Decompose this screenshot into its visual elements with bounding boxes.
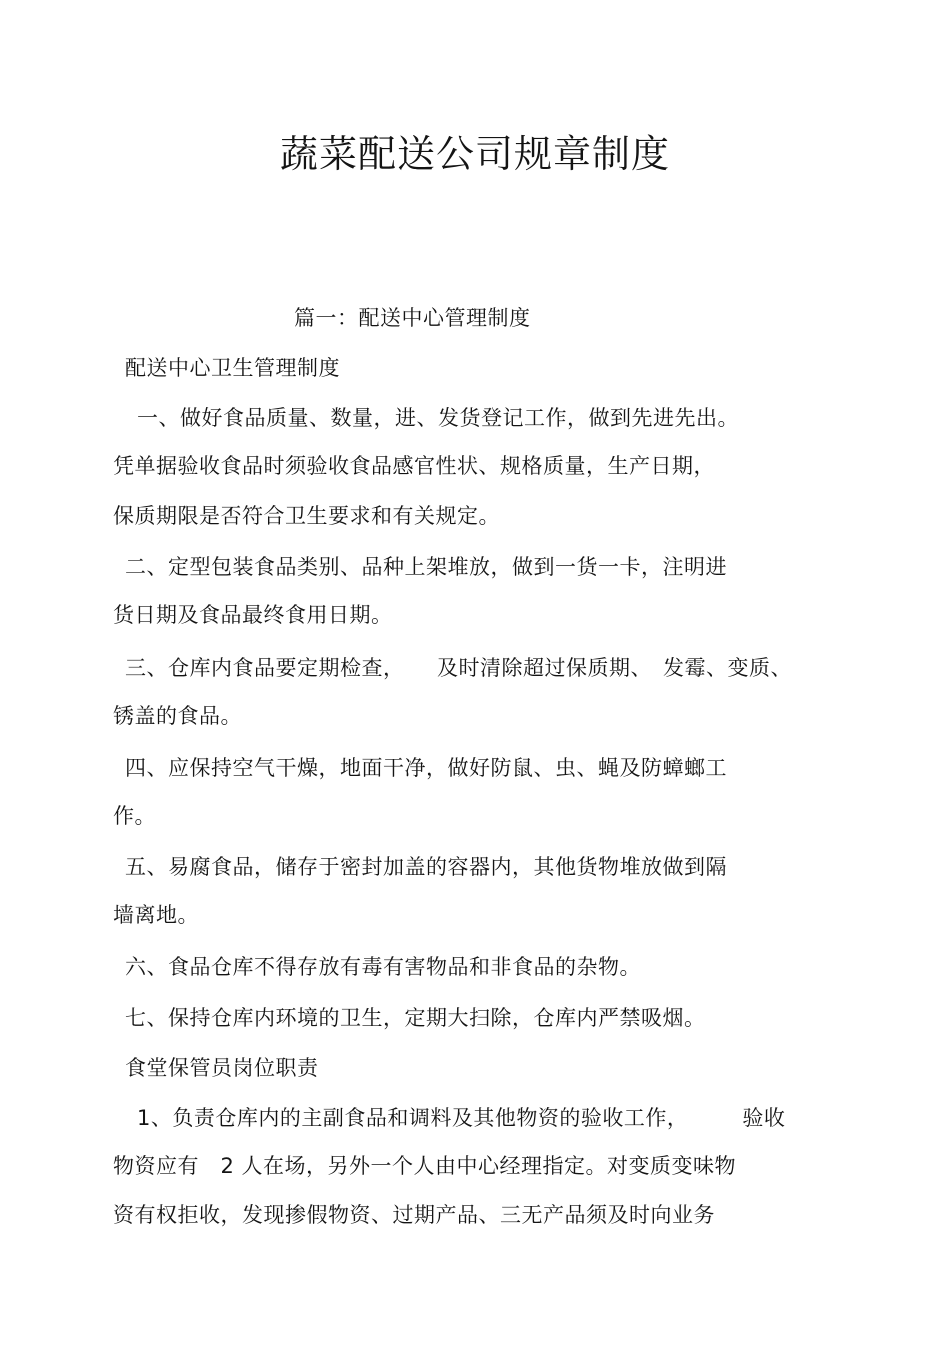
paragraph-line: 1、负责仓库内的主副食品和调料及其他物资的验收工作， 验收 <box>137 1106 786 1130</box>
paragraph-line: 一、做好食品质量、数量，进、发货登记工作，做到先进先出。 <box>137 406 739 430</box>
paragraph-line: 货日期及食品最终食用日期。 <box>113 603 393 627</box>
paragraph-line: 作。 <box>113 804 156 828</box>
paragraph-line: 三、仓库内食品要定期检查， 及时清除超过保质期、 发霉、变质、 <box>125 656 792 680</box>
paragraph-line: 资有权拒收，发现掺假物资、过期产品、三无产品须及时向业务 <box>113 1203 715 1227</box>
paragraph-line: 四、应保持空气干燥，地面干净，做好防鼠、虫、蝇及防蟑螂工 <box>125 756 727 780</box>
subsection-heading: 食堂保管员岗位职责 <box>125 1056 319 1080</box>
section-heading: 篇一：配送中心管理制度 <box>294 306 531 330</box>
paragraph-line: 七、保持仓库内环境的卫生，定期大扫除，仓库内严禁吸烟。 <box>125 1006 706 1030</box>
paragraph-line: 二、定型包装食品类别、品种上架堆放，做到一货一卡，注明进 <box>125 555 727 579</box>
subsection-heading: 配送中心卫生管理制度 <box>125 356 340 380</box>
paragraph-line: 五、易腐食品，储存于密封加盖的容器内，其他货物堆放做到隔 <box>125 855 727 879</box>
paragraph-line: 保质期限是否符合卫生要求和有关规定。 <box>113 504 500 528</box>
paragraph-line: 凭单据验收食品时须验收食品感官性状、规格质量，生产日期， <box>113 454 715 478</box>
paragraph-line: 六、食品仓库不得存放有毒有害物品和非食品的杂物。 <box>125 955 641 979</box>
paragraph-line: 墙离地。 <box>113 903 199 927</box>
page-title: 蔬菜配送公司规章制度 <box>279 132 670 176</box>
paragraph-line: 锈盖的食品。 <box>113 704 242 728</box>
paragraph-line: 物资应有 2 人在场，另外一个人由中心经理指定。对变质变味物 <box>113 1154 737 1178</box>
